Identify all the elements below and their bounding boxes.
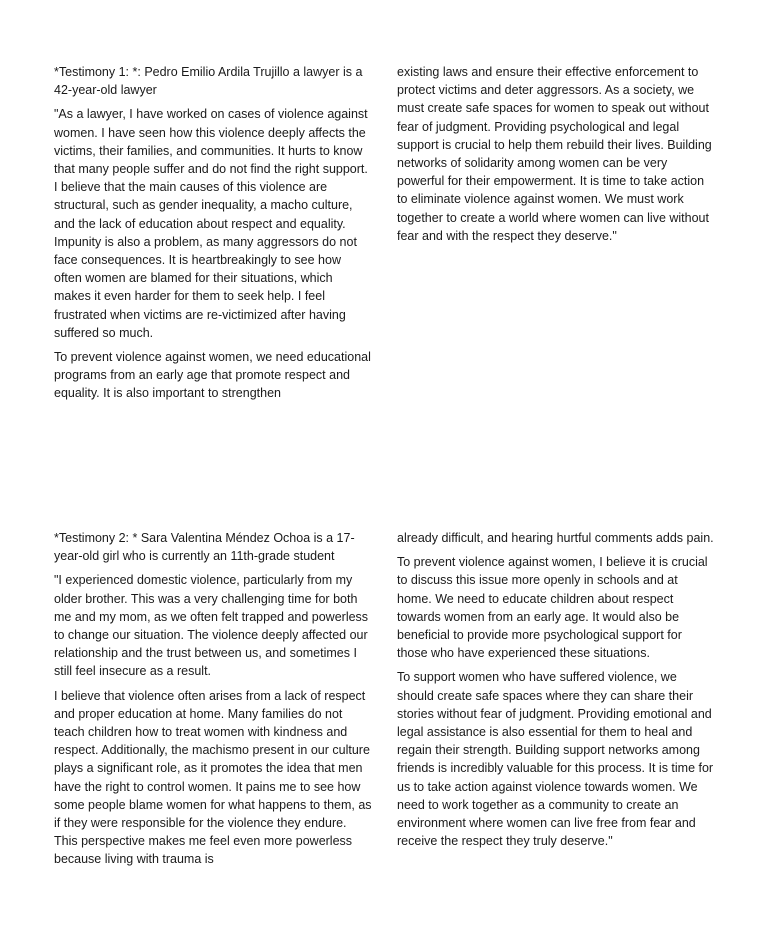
testimony-2-left-column bbox=[54, 529, 372, 875]
testimony-2-paragraph: To support women who have suffered violence, we should create safe spaces where they can share their stories without fear of judgment. Providing emotional and legal assistance is also essential for them to heal and regain their strength. Building support networks among friends is incredibly valuable for this process. It is time for us to take action against violence towards women. We need to work together as a community to create an environment where women can live free from fear and receive the respect they truly deserve." bbox=[397, 670, 714, 849]
testimony-1-paragraph: "As a lawyer, I have worked on cases of violence against women. I have seen how this violence deeply affects the victims, their families, and communities. It hurts to know that many people suffer and do not find the right support. I believe that the main causes of this violence are structural, such as gender inequality, a macho culture, and the lack of education about respect and equality. Impunity is also a problem, as many aggressors do not face consequences. It is heartbreakingly to see how often women are blamed for their situations, which makes it even harder for them to seek help. I feel frustrated when victims are re-victimized after having suffered so much. bbox=[54, 107, 368, 340]
testimony-1-left-column bbox=[54, 63, 372, 409]
testimony-1-paragraph: existing laws and ensure their effective enforcement to protect victims and deter aggressors. As a society, we must create safe spaces for women to speak out without fear of judgment. Providing psychological and legal support is crucial to help them rebuild their lives. Building networks of solidarity among women can be very powerful for their empowerment. It is time to take action to eliminate violence against women. We must work together to create a world where women can live without fear and with the respect they deserve." bbox=[397, 65, 712, 243]
testimony-1-paragraph: To prevent violence against women, we need educational programs from an early age that promote respect and equality. It is also important to strengthen bbox=[54, 350, 371, 401]
testimony-2-paragraph: already difficult, and hearing hurtful comments adds pain. bbox=[397, 531, 714, 545]
testimony-2-paragraph: I believe that violence often arises from a lack of respect and proper education at home. Many families do not teach children how to treat women with kindness and respect. Additionally, the machismo present in our culture plays a significant role, as it promotes the idea that men have the right to control women. It pains me to see how some people blame women for what happens to them, as if they were responsible for the violence they endure. This perspective makes me feel even more powerless because living with trauma is bbox=[54, 688, 372, 867]
testimony-2-paragraph: "I experienced domestic violence, particularly from my older brother. This was a very challenging time for both me and my mom, as we often felt trapped and powerless to change our situation. The violence deeply affected our relationship and the trust between us, and sometimes I still feel insecure as a result. bbox=[54, 573, 369, 679]
testimony-1-heading: *Testimony 1: *: Pedro Emilio Ardila Trujillo a lawyer is a 42-year-old lawyer bbox=[54, 65, 363, 98]
testimony-2-right-column bbox=[397, 529, 715, 856]
testimony-2-heading: *Testimony 2: * Sara Valentina Méndez Ochoa is a 17-year-old girl who is currently an 11th-grade student bbox=[54, 531, 355, 564]
testimony-2-paragraph: To prevent violence against women, I believe it is crucial to discuss this issue more openly in schools and at home. We need to educate children about respect towards women from an early age. It would also be beneficial to provide more psychological support for those who have experienced these situations. bbox=[397, 555, 708, 661]
testimony-1-right-column bbox=[397, 63, 715, 251]
